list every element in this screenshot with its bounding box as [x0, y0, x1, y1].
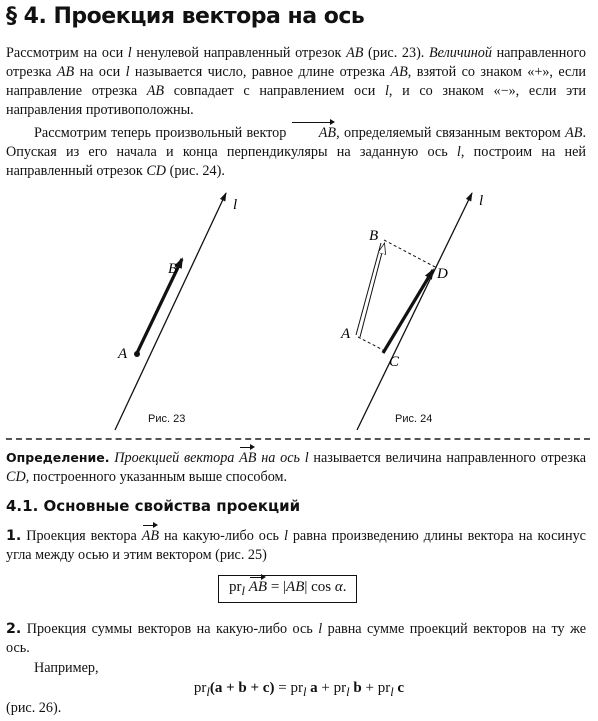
perpendicular-ac — [358, 337, 385, 351]
figure-reference: (рис. 26). — [6, 700, 62, 716]
point-a-23 — [134, 351, 140, 357]
label-c-24: C — [389, 354, 400, 370]
section-heading — [6, 4, 364, 29]
subsection-heading — [6, 497, 300, 515]
paragraph-definition-magnitude: Рассмотрим на оси l ненулевой направленный отрезок AB (рис. 23). Величиной направленного отрезка AB на оси l называется число, равное длине отрезка AB, взятой со знаком «+», если направление отрезка AB совпадает с направлением оси l, и со знаком «−», если эти направления противоположны. — [6, 45, 586, 118]
example-text: Например, — [34, 660, 99, 676]
section-number: § 4. — [6, 4, 47, 29]
sum-projection-formula: $pr_l(a + b + c) = pr_l$ $a + pr_l$ $b + pr_l$ c — [193, 680, 405, 699]
perpendicular-bd — [384, 240, 437, 268]
term-magnitude: Величиной — [428, 45, 492, 61]
paragraph-construction: Рассмотрим теперь произвольный вектор AB, определяемый связанным вектором AB. Опуская из его начала и конца перпендикуляры на заданную ось l, построим на ней направленный отрезок CD (рис. 24). — [6, 125, 587, 179]
label-l-23: l — [233, 197, 238, 213]
label-a-23: A — [118, 346, 128, 362]
label-a-24: A — [341, 326, 351, 342]
vector-ab-def: AB — [239, 450, 257, 466]
subsection-number: 4.1. — [6, 497, 39, 515]
label-l-24: l — [479, 193, 484, 209]
vector-ab: AB — [291, 124, 336, 143]
caption-fig-23: Рис. 23 — [148, 413, 186, 425]
vector-ab-24-edge1 — [356, 243, 381, 335]
label-b-24: B — [369, 228, 379, 244]
axis-l-23 — [115, 193, 226, 430]
figures-svg — [0, 185, 598, 435]
segment-cd-24 — [383, 270, 433, 353]
definition-block: Определение. Проекцией вектора AB на ось l называется величина направленного отрезка CD, построенного указанным выше способом. — [6, 450, 587, 485]
subsection-title: Основные свойства проекций — [43, 497, 301, 515]
definition-label: Определение. — [6, 450, 110, 465]
property-1: 1. Проекция вектора AB на какую-либо ось l равна произведению длины вектора на косинус угла между осью и этим вектором (рис. 25) — [6, 528, 586, 563]
figure-23 — [115, 193, 237, 430]
divider — [6, 438, 590, 440]
vector-ab-24-edge2 — [360, 245, 384, 337]
section-title: Проекция вектора на ось — [53, 4, 365, 29]
projection-formula-box: $pr_l$ AB = |AB| cos α. — [218, 575, 357, 603]
label-b-23: B — [168, 261, 178, 277]
caption-fig-24: Рис. 24 — [395, 413, 433, 425]
vector-ab-prop1: AB — [141, 528, 160, 544]
property-2: 2. Проекция суммы векторов на какую-либо ось l равна сумме проекций векторов на ту же ось. — [6, 621, 586, 656]
figures-area — [0, 185, 598, 435]
label-d-24: D — [437, 266, 448, 282]
figure-24 — [340, 193, 483, 430]
